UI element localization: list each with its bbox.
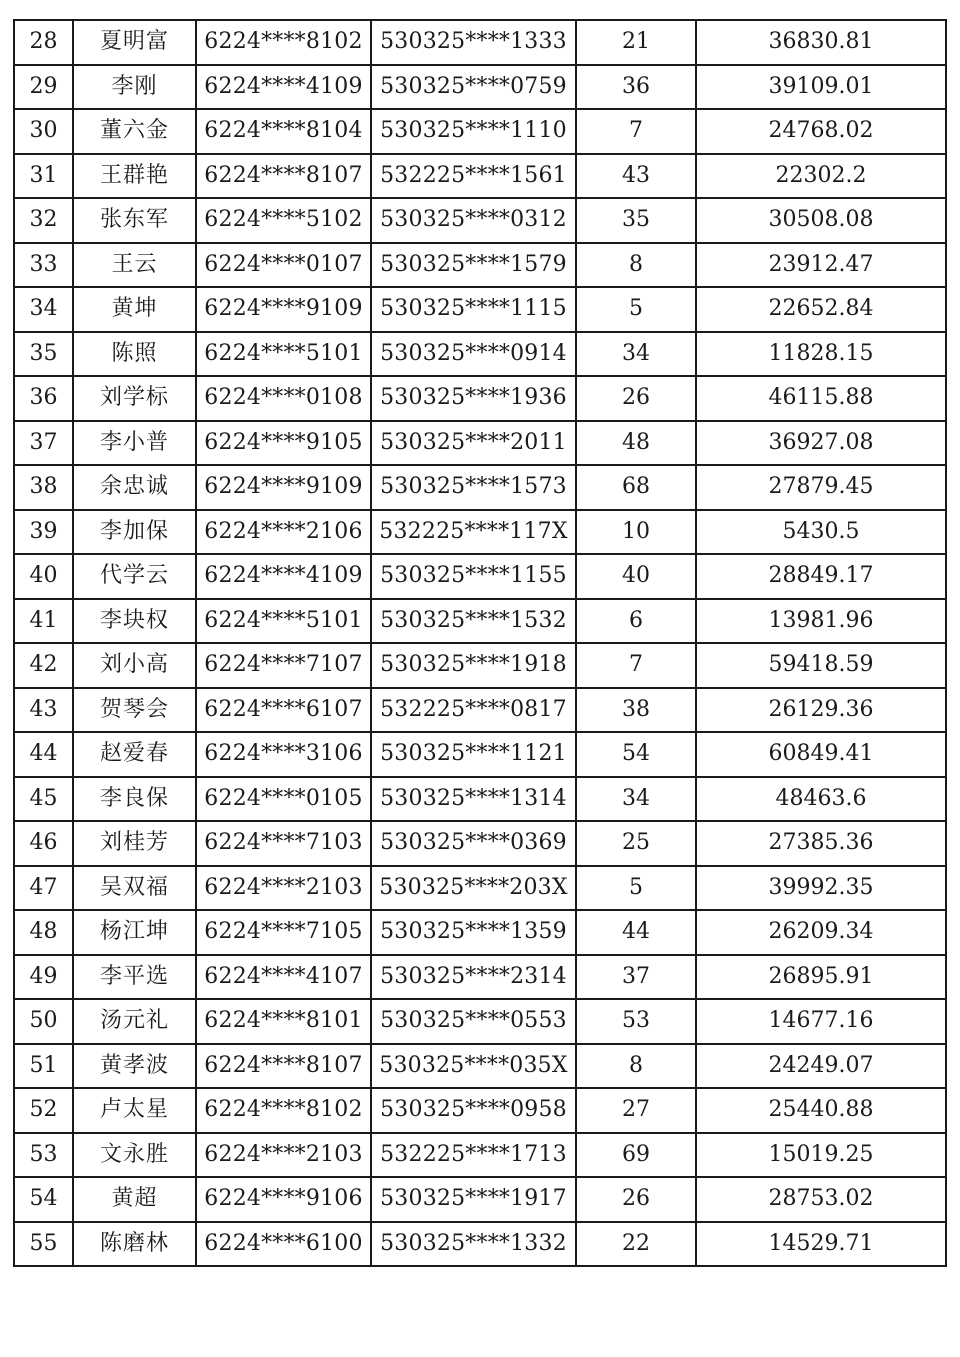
count-cell: 6 [576, 599, 696, 644]
name-cell: 李刚 [73, 65, 196, 110]
bank-card-cell: 6224****8102 [196, 20, 371, 65]
row-number-cell: 29 [14, 65, 73, 110]
bank-card-cell: 6224****9109 [196, 465, 371, 510]
count-cell: 69 [576, 1133, 696, 1178]
id-number-cell: 532225****1713 [371, 1133, 576, 1178]
name-cell: 陈照 [73, 332, 196, 377]
name-cell: 刘桂芳 [73, 821, 196, 866]
row-number-cell: 55 [14, 1222, 73, 1267]
row-number-cell: 54 [14, 1177, 73, 1222]
bank-card-cell: 6224****9109 [196, 287, 371, 332]
id-number-cell: 530325****203X [371, 866, 576, 911]
table-row [14, 109, 946, 154]
id-number-cell: 530325****0759 [371, 65, 576, 110]
table-row [14, 643, 946, 688]
bank-card-cell: 6224****4109 [196, 554, 371, 599]
bank-card-cell: 6224****4109 [196, 65, 371, 110]
table-row [14, 1088, 946, 1133]
id-number-cell: 530325****1155 [371, 554, 576, 599]
amount-cell: 26209.34 [696, 910, 946, 955]
count-cell: 8 [576, 243, 696, 288]
count-cell: 36 [576, 65, 696, 110]
table-row [14, 465, 946, 510]
row-number-cell: 52 [14, 1088, 73, 1133]
bank-card-cell: 6224****2103 [196, 866, 371, 911]
table-row [14, 65, 946, 110]
row-number-cell: 44 [14, 732, 73, 777]
amount-cell: 25440.88 [696, 1088, 946, 1133]
id-number-cell: 530325****1579 [371, 243, 576, 288]
table-row [14, 866, 946, 911]
table-row [14, 955, 946, 1000]
count-cell: 68 [576, 465, 696, 510]
id-number-cell: 532225****1561 [371, 154, 576, 199]
table-row [14, 1177, 946, 1222]
amount-cell: 36927.08 [696, 421, 946, 466]
name-cell: 余忠诚 [73, 465, 196, 510]
id-number-cell: 530325****0958 [371, 1088, 576, 1133]
table-row [14, 421, 946, 466]
name-cell: 李块权 [73, 599, 196, 644]
id-number-cell: 530325****1333 [371, 20, 576, 65]
bank-card-cell: 6224****8104 [196, 109, 371, 154]
count-cell: 7 [576, 643, 696, 688]
amount-cell: 15019.25 [696, 1133, 946, 1178]
table-row [14, 554, 946, 599]
name-cell: 文永胜 [73, 1133, 196, 1178]
row-number-cell: 51 [14, 1044, 73, 1089]
name-cell: 黄孝波 [73, 1044, 196, 1089]
count-cell: 34 [576, 332, 696, 377]
bank-card-cell: 6224****4107 [196, 955, 371, 1000]
count-cell: 10 [576, 510, 696, 555]
table-row [14, 243, 946, 288]
bank-card-cell: 6224****8101 [196, 999, 371, 1044]
bank-card-cell: 6224****7103 [196, 821, 371, 866]
amount-cell: 14677.16 [696, 999, 946, 1044]
row-number-cell: 47 [14, 866, 73, 911]
table-row [14, 510, 946, 555]
count-cell: 35 [576, 198, 696, 243]
table-row [14, 777, 946, 822]
name-cell: 赵爱春 [73, 732, 196, 777]
table-row [14, 376, 946, 421]
amount-cell: 46115.88 [696, 376, 946, 421]
bank-card-cell: 6224****9106 [196, 1177, 371, 1222]
name-cell: 董六金 [73, 109, 196, 154]
amount-cell: 28753.02 [696, 1177, 946, 1222]
row-number-cell: 39 [14, 510, 73, 555]
row-number-cell: 35 [14, 332, 73, 377]
amount-cell: 36830.81 [696, 20, 946, 65]
amount-cell: 13981.96 [696, 599, 946, 644]
row-number-cell: 36 [14, 376, 73, 421]
table-row [14, 599, 946, 644]
id-number-cell: 530325****2314 [371, 955, 576, 1000]
count-cell: 53 [576, 999, 696, 1044]
id-number-cell: 530325****1110 [371, 109, 576, 154]
count-cell: 26 [576, 376, 696, 421]
id-number-cell: 532225****117X [371, 510, 576, 555]
row-number-cell: 50 [14, 999, 73, 1044]
count-cell: 5 [576, 287, 696, 332]
name-cell: 李平选 [73, 955, 196, 1000]
row-number-cell: 33 [14, 243, 73, 288]
id-number-cell: 530325****1359 [371, 910, 576, 955]
name-cell: 王云 [73, 243, 196, 288]
row-number-cell: 31 [14, 154, 73, 199]
id-number-cell: 530325****1121 [371, 732, 576, 777]
row-number-cell: 43 [14, 688, 73, 733]
amount-cell: 23912.47 [696, 243, 946, 288]
table-row [14, 20, 946, 65]
amount-cell: 24768.02 [696, 109, 946, 154]
amount-cell: 26895.91 [696, 955, 946, 1000]
id-number-cell: 530325****1918 [371, 643, 576, 688]
table-body [14, 20, 946, 1266]
bank-card-cell: 6224****5102 [196, 198, 371, 243]
row-number-cell: 34 [14, 287, 73, 332]
row-number-cell: 37 [14, 421, 73, 466]
row-number-cell: 42 [14, 643, 73, 688]
name-cell: 吴双福 [73, 866, 196, 911]
id-number-cell: 530325****1917 [371, 1177, 576, 1222]
name-cell: 李良保 [73, 777, 196, 822]
count-cell: 5 [576, 866, 696, 911]
name-cell: 杨江坤 [73, 910, 196, 955]
count-cell: 44 [576, 910, 696, 955]
row-number-cell: 32 [14, 198, 73, 243]
count-cell: 7 [576, 109, 696, 154]
count-cell: 26 [576, 1177, 696, 1222]
table-row [14, 287, 946, 332]
row-number-cell: 46 [14, 821, 73, 866]
count-cell: 22 [576, 1222, 696, 1267]
row-number-cell: 40 [14, 554, 73, 599]
id-number-cell: 530325****1573 [371, 465, 576, 510]
document-page [13, 19, 947, 1267]
count-cell: 54 [576, 732, 696, 777]
table-row [14, 1044, 946, 1089]
count-cell: 48 [576, 421, 696, 466]
row-number-cell: 38 [14, 465, 73, 510]
bank-card-cell: 6224****6107 [196, 688, 371, 733]
count-cell: 27 [576, 1088, 696, 1133]
name-cell: 刘小高 [73, 643, 196, 688]
name-cell: 卢太星 [73, 1088, 196, 1133]
count-cell: 37 [576, 955, 696, 1000]
count-cell: 34 [576, 777, 696, 822]
bank-card-cell: 6224****8102 [196, 1088, 371, 1133]
id-number-cell: 530325****0914 [371, 332, 576, 377]
bank-card-cell: 6224****2106 [196, 510, 371, 555]
table-row [14, 198, 946, 243]
amount-cell: 30508.08 [696, 198, 946, 243]
bank-card-cell: 6224****2103 [196, 1133, 371, 1178]
count-cell: 43 [576, 154, 696, 199]
bank-card-cell: 6224****3106 [196, 732, 371, 777]
id-number-cell: 530325****1115 [371, 287, 576, 332]
bank-card-cell: 6224****0107 [196, 243, 371, 288]
amount-cell: 39109.01 [696, 65, 946, 110]
name-cell: 代学云 [73, 554, 196, 599]
id-number-cell: 530325****0553 [371, 999, 576, 1044]
id-number-cell: 530325****1332 [371, 1222, 576, 1267]
bank-card-cell: 6224****8107 [196, 154, 371, 199]
amount-cell: 27385.36 [696, 821, 946, 866]
amount-cell: 39992.35 [696, 866, 946, 911]
name-cell: 贺琴会 [73, 688, 196, 733]
name-cell: 黄超 [73, 1177, 196, 1222]
bank-card-cell: 6224****9105 [196, 421, 371, 466]
table-row [14, 1222, 946, 1267]
table-row [14, 332, 946, 377]
amount-cell: 22652.84 [696, 287, 946, 332]
name-cell: 李小普 [73, 421, 196, 466]
row-number-cell: 45 [14, 777, 73, 822]
table-row [14, 732, 946, 777]
id-number-cell: 530325****0369 [371, 821, 576, 866]
count-cell: 21 [576, 20, 696, 65]
name-cell: 陈磨林 [73, 1222, 196, 1267]
count-cell: 25 [576, 821, 696, 866]
bank-card-cell: 6224****5101 [196, 599, 371, 644]
name-cell: 刘学标 [73, 376, 196, 421]
table-row [14, 821, 946, 866]
amount-cell: 28849.17 [696, 554, 946, 599]
bank-card-cell: 6224****6100 [196, 1222, 371, 1267]
bank-card-cell: 6224****0105 [196, 777, 371, 822]
bank-card-cell: 6224****7107 [196, 643, 371, 688]
id-number-cell: 530325****1314 [371, 777, 576, 822]
table-row [14, 688, 946, 733]
row-number-cell: 30 [14, 109, 73, 154]
id-number-cell: 530325****1936 [371, 376, 576, 421]
bank-card-cell: 6224****0108 [196, 376, 371, 421]
row-number-cell: 41 [14, 599, 73, 644]
table-row [14, 154, 946, 199]
amount-cell: 60849.41 [696, 732, 946, 777]
count-cell: 38 [576, 688, 696, 733]
name-cell: 汤元礼 [73, 999, 196, 1044]
payment-roster-table [13, 19, 947, 1267]
id-number-cell: 530325****0312 [371, 198, 576, 243]
table-row [14, 1133, 946, 1178]
table-row [14, 910, 946, 955]
amount-cell: 26129.36 [696, 688, 946, 733]
table-row [14, 999, 946, 1044]
bank-card-cell: 6224****5101 [196, 332, 371, 377]
id-number-cell: 530325****035X [371, 1044, 576, 1089]
amount-cell: 5430.5 [696, 510, 946, 555]
amount-cell: 14529.71 [696, 1222, 946, 1267]
name-cell: 王群艳 [73, 154, 196, 199]
row-number-cell: 28 [14, 20, 73, 65]
count-cell: 40 [576, 554, 696, 599]
name-cell: 黄坤 [73, 287, 196, 332]
name-cell: 李加保 [73, 510, 196, 555]
id-number-cell: 532225****0817 [371, 688, 576, 733]
id-number-cell: 530325****1532 [371, 599, 576, 644]
bank-card-cell: 6224****8107 [196, 1044, 371, 1089]
count-cell: 8 [576, 1044, 696, 1089]
id-number-cell: 530325****2011 [371, 421, 576, 466]
amount-cell: 24249.07 [696, 1044, 946, 1089]
amount-cell: 48463.6 [696, 777, 946, 822]
amount-cell: 22302.2 [696, 154, 946, 199]
row-number-cell: 53 [14, 1133, 73, 1178]
bank-card-cell: 6224****7105 [196, 910, 371, 955]
row-number-cell: 48 [14, 910, 73, 955]
amount-cell: 59418.59 [696, 643, 946, 688]
name-cell: 张东军 [73, 198, 196, 243]
row-number-cell: 49 [14, 955, 73, 1000]
amount-cell: 11828.15 [696, 332, 946, 377]
name-cell: 夏明富 [73, 20, 196, 65]
amount-cell: 27879.45 [696, 465, 946, 510]
